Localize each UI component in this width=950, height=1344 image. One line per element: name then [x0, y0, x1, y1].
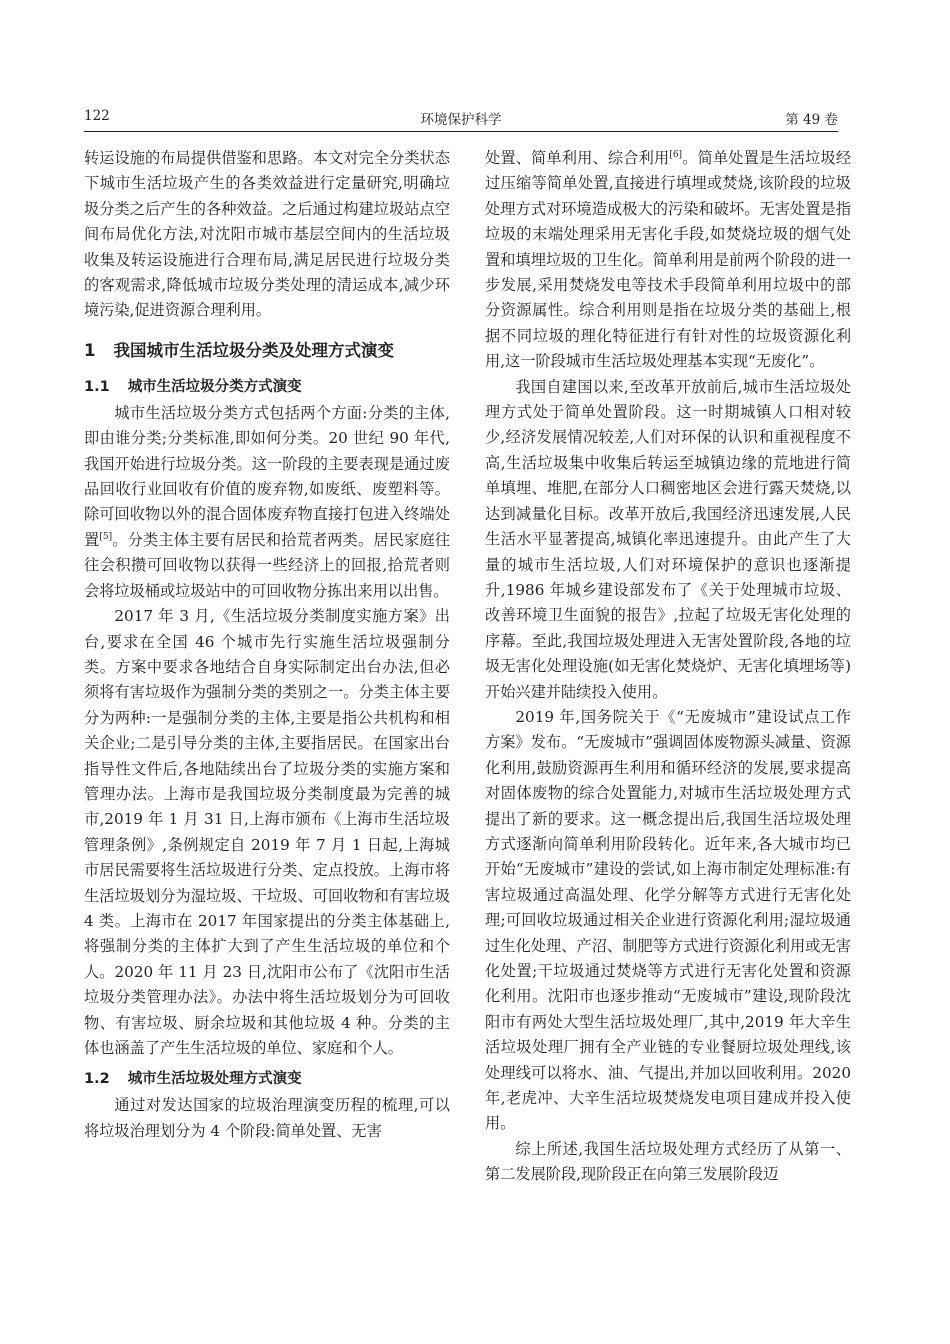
section-1-1-title: 城市生活垃圾分类方式演变	[127, 378, 302, 395]
section-1-heading	[84, 338, 450, 364]
citation-ref-5: [5]	[99, 531, 113, 542]
paragraph-2017-policy: 2017 年 3 月,《生活垃圾分类制度实施方案》出台,要求在全国 46 个城市先行实施生活垃圾强制分类。方案中要求各地结合自身实际制定出台办法,但必须将有害垃圾作为强制分类的类别之一。分类主体主要分为两种:一是强制分类的主体,主要是指公共机构和相关企业;二是引导分类的主体,主要指居民。在国家出台指导性文件后,各地陆续出台了垃圾分类的实施方案和管理办法。上海市是我国垃圾分类制度最为完善的城市,2019 年 1 月 31 日,上海市颁布《上海市生活垃圾管理条例》,条例规定自 2019 年 7 月 1 日起,上海城市居民需要将生活垃圾进行分类、定点投放。上海市将生活垃圾划分为湿垃圾、干垃圾、可回收物和有害垃圾 4 类。上海市在 2017 年国家提出的分类主体基础上,将强制分类的主体扩大到了产生生活垃圾的单位和个人。2020 年 11 月 23 日,沈阳市公布了《沈阳市生活垃圾分类管理办法》。办法中将生活垃圾划分为可回收物、有害垃圾、厨余垃圾和其他垃圾 4 种。分类的主体也涵盖了产生生活垃圾的单位、家庭和个人。	[84, 607, 450, 1057]
citation-ref-6: [6]	[669, 150, 683, 160]
section-1-2-number: 1.2	[84, 1071, 110, 1088]
header-rule	[84, 131, 838, 132]
paragraph-text: 。分类主体主要有居民和拾荒者两类。居民家庭往往会积攒可回收物以获得一些经济上的回报,拾荒者则会将垃圾桶或垃圾站中的可回收物分拣出来用以出售。	[84, 530, 451, 600]
section-1-2-heading	[84, 1067, 450, 1091]
paragraph-treatment-stages-start: 通过对发达国家的垃圾治理演变历程的梳理,可以将垃圾治理划分为 4 个阶段:简单处置、无害	[84, 1096, 450, 1140]
right-column	[485, 146, 851, 1188]
paragraph-text: 处置、简单利用、综合利用	[485, 149, 670, 167]
section-1-2-title: 城市生活垃圾处理方式演变	[127, 1071, 302, 1088]
journal-title: 环境保护科学	[420, 112, 502, 128]
running-header	[84, 108, 838, 132]
paragraph-zero-waste-city: 2019 年,国务院关于《“无废城市”建设试点工作方案》发布。“无废城市”强调固体废物源头减量、资源化利用,鼓励资源再生利用和循环经济的发展,要求提高对固体废物的综合处置能力,对城市生活垃圾处理方式提出了新的要求。这一概念提出后,我国生活垃圾处理方式逐渐向简单利用阶段转化。近年来,各大城市均已开始“无废城市”建设的尝试,如上海市制定处理标准:有害垃圾通过高温处理、化学分解等方式进行无害化处理;可回收垃圾通过相关企业进行资源化利用;湿垃圾通过生化处理、产沼、制肥等方式进行资源化利用或无害化处置;干垃圾通过焚烧等方式进行无害化处置和资源化利用。沈阳市也逐步推动“无废城市”建设,现阶段沈阳市有两处大型生活垃圾处理厂,其中,2019 年大辛生活垃圾处理厂拥有全产业链的专业餐厨垃圾处理线,该处理线可以将水、油、气提出,并加以回收利用。2020 年,老虎冲、大辛生活垃圾焚烧发电项目建成并投入使用。	[485, 707, 851, 1133]
paragraph-summary-start: 综上所述,我国生活垃圾处理方式经历了从第一、第二发展阶段,现阶段正在向第三发展阶段迈	[485, 1139, 851, 1184]
paragraph-treatment-stages	[485, 146, 851, 375]
volume-label: 第 49 卷	[785, 112, 838, 128]
section-1-1-heading	[84, 375, 450, 399]
paragraph-intro-end: 转运设施的布局提供借鉴和思路。本文对完全分类状态下城市生活垃圾产生的各类效益进行定量研究,明确垃圾分类之后产生的各种效益。之后通过构建垃圾站点空间布局优化方法,对沈阳市城市基层空间内的生活垃圾收集及转运设施进行合理布局,满足居民进行垃圾分类的客观需求,降低城市垃圾分类处理的清运成本,减少环境污染,促进资源合理利用。	[84, 149, 450, 320]
section-1-number: 1	[84, 340, 96, 360]
paragraph-text: 城市生活垃圾分类方式包括两个方面:分类的主体,即由谁分类;分类标准,即如何分类。20 世纪 90 年代,我国开始进行垃圾分类。这一阶段的主要表现是通过废品回收行业回收有价值的废弃物,如废纸、废塑料等。除可回收物以外的混合固体废弃物直接打包进入终端处置	[84, 403, 450, 549]
left-column	[84, 146, 450, 1144]
paragraph-classification-methods	[84, 401, 450, 604]
page-number: 122	[84, 108, 110, 124]
paragraph-text: 。简单处置是生活垃圾经过压缩等简单处置,直接进行填埋或焚烧,该阶段的垃圾处理方式对环境造成极大的污染和破坏。无害处置是指垃圾的末端处理采用无害化手段,如焚烧垃圾的烟气处置和填埋垃圾的卫生化。简单利用是前两个阶段的进一步发展,采用焚烧发电等技术手段简单利用垃圾中的部分资源属性。综合利用则是指在垃圾分类的基础上,根据不同垃圾的理化特征进行有针对性的垃圾资源化利用,这一阶段城市生活垃圾处理基本实现“无废化”。	[485, 149, 852, 371]
paragraph-china-history: 我国自建国以来,至改革开放前后,城市生活垃圾处理方式处于简单处置阶段。这一时期城镇人口相对较少,经济发展情况较差,人们对环保的认识和重视程度不高,生活垃圾集中收集后转运至城镇边缘的荒地进行简单填埋、堆肥,在部分人口稠密地区会进行露天焚烧,以达到减量化目标。改革开放后,我国经济迅速发展,人民生活水平显著提高,城镇化率迅速提升。由此产生了大量的城市生活垃圾,人们对环境保护的意识也逐渐提升,1986 年城乡建设部发布了《关于处理城市垃圾、改善环境卫生面貌的报告》,拉起了垃圾无害化处理的序幕。至此,我国垃圾处理进入无害处置阶段,各地的垃圾无害化处理设施(如无害化焚烧炉、无害化填埋场等)开始兴建并陆续投入使用。	[485, 377, 851, 701]
section-1-1-number: 1.1	[84, 378, 110, 395]
section-1-title: 我国城市生活垃圾分类及处理方式演变	[113, 340, 394, 360]
